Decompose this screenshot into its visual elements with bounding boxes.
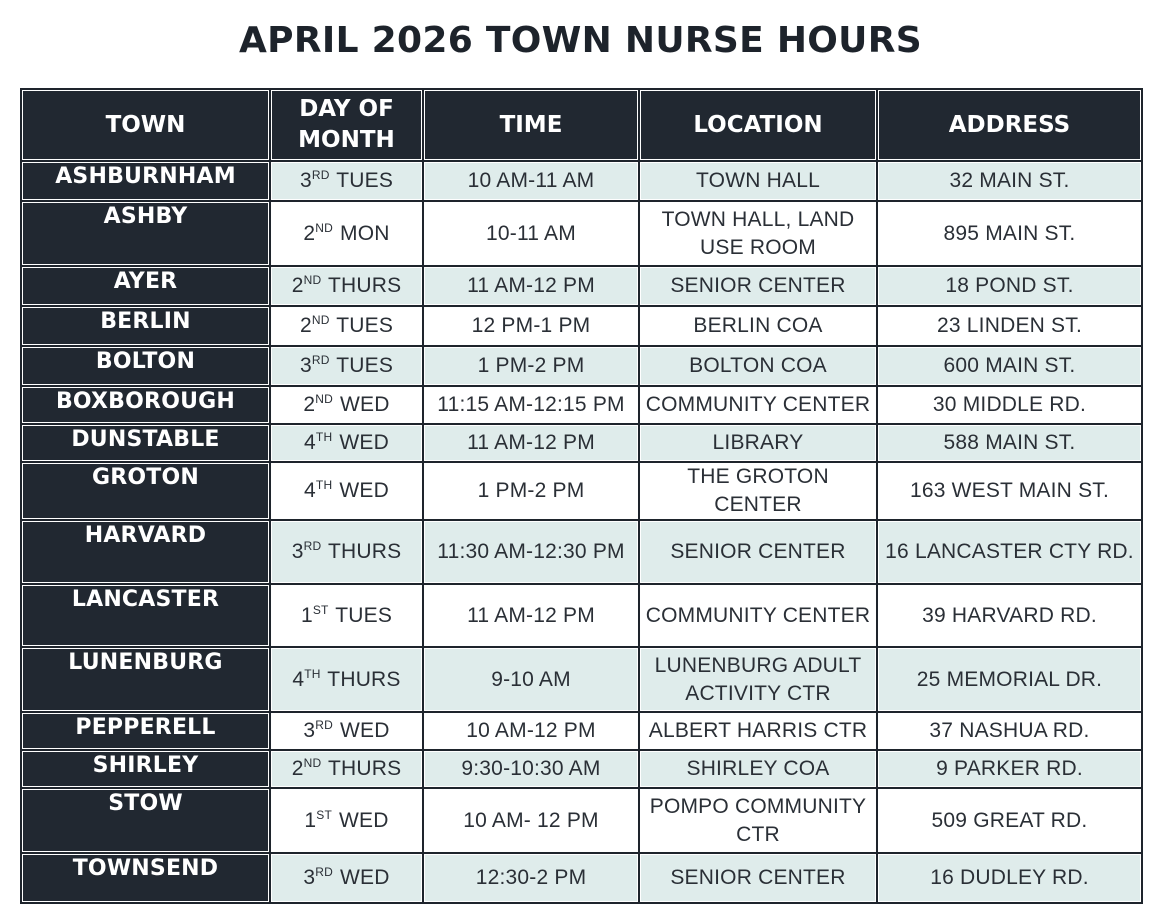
day-name: THURS <box>327 757 402 780</box>
day-name: WED <box>339 808 389 832</box>
location-cell <box>639 346 877 386</box>
day-number: 1 <box>300 603 313 627</box>
day-of-month-cell <box>270 647 423 712</box>
time-cell: 9-10 AM <box>423 647 639 712</box>
day-name: TUES <box>335 603 393 627</box>
town-cell: BOLTON <box>21 346 270 386</box>
day-ordinal-suffix: RD <box>315 865 333 879</box>
day-name: WED <box>339 479 389 502</box>
table-row <box>21 647 1142 712</box>
location-cell <box>639 424 877 462</box>
address-cell: 37 NASHUA RD. <box>877 712 1142 750</box>
table-row <box>21 346 1142 386</box>
table-row <box>21 386 1142 424</box>
day-of-month-cell <box>270 161 423 201</box>
table-header-row <box>21 89 1142 161</box>
town-cell: HARVARD <box>21 520 270 584</box>
table-row <box>21 462 1142 520</box>
town-cell: DUNSTABLE <box>21 424 270 462</box>
time-cell: 11:30 AM-12:30 PM <box>423 520 639 584</box>
day-number: 2 <box>303 393 316 416</box>
day-number: 1 <box>304 808 317 832</box>
address-cell: 895 MAIN ST. <box>877 201 1142 266</box>
time-cell: 10 AM-11 AM <box>423 161 639 201</box>
day-ordinal-suffix: ND <box>311 313 330 327</box>
day-of-month-cell <box>270 306 423 346</box>
time-cell: 9:30-10:30 AM <box>423 750 639 788</box>
location-cell <box>639 386 877 424</box>
location-line-1: POMPO COMMUNITY <box>649 794 867 818</box>
day-number: 2 <box>291 757 304 780</box>
day-of-month-cell <box>270 520 423 584</box>
day-ordinal-suffix: ST <box>312 602 329 617</box>
location-line-1: SENIOR CENTER <box>670 866 846 889</box>
location-line-1: BERLIN COA <box>693 314 823 337</box>
day-name: THURS <box>327 540 402 563</box>
location-line-1: LIBRARY <box>712 431 804 454</box>
day-of-month-cell <box>270 788 423 853</box>
location-line-2: CTR <box>736 822 780 846</box>
day-name: THURS <box>327 667 401 691</box>
town-cell: BOXBOROUGH <box>21 386 270 424</box>
table-row <box>21 712 1142 750</box>
day-of-month-cell <box>270 201 423 266</box>
location-line-2: ACTIVITY CTR <box>685 681 831 705</box>
town-cell: ASHBURNHAM <box>21 161 270 201</box>
location-line-1: ALBERT HARRIS CTR <box>648 719 868 742</box>
table-row <box>21 584 1142 647</box>
day-ordinal-suffix: RD <box>315 718 333 732</box>
day-name: TUES <box>336 169 394 192</box>
day-name: WED <box>340 866 390 889</box>
time-cell: 11:15 AM-12:15 PM <box>423 386 639 424</box>
town-cell: STOW <box>21 788 270 853</box>
day-name: WED <box>339 431 389 454</box>
day-number: 4 <box>292 667 305 691</box>
day-ordinal-suffix: ND <box>315 392 333 406</box>
day-ordinal-suffix: ST <box>316 807 332 822</box>
location-cell <box>639 462 877 520</box>
address-cell: 39 HARVARD RD. <box>877 584 1142 647</box>
table-row <box>21 520 1142 584</box>
time-cell: 10-11 AM <box>423 201 639 266</box>
time-cell: 1 PM-2 PM <box>423 346 639 386</box>
location-cell <box>639 647 877 712</box>
day-number: 3 <box>299 169 312 192</box>
day-number: 2 <box>299 314 312 337</box>
table-row <box>21 201 1142 266</box>
header-address: ADDRESS <box>877 89 1142 161</box>
time-cell: 11 AM-12 PM <box>423 424 639 462</box>
day-ordinal-suffix: ND <box>303 756 322 770</box>
location-line-1: SHIRLEY COA <box>686 757 830 780</box>
town-cell: ASHBY <box>21 201 270 266</box>
header-day-line-1: DAY OF <box>299 96 394 122</box>
address-cell: 18 POND ST. <box>877 266 1142 306</box>
town-cell: AYER <box>21 266 270 306</box>
day-ordinal-suffix: TH <box>315 478 333 492</box>
page-title: APRIL 2026 TOWN NURSE HOURS <box>239 20 922 61</box>
day-of-month-cell <box>270 386 423 424</box>
day-name: WED <box>340 719 390 742</box>
day-of-month-cell <box>270 750 423 788</box>
town-cell: LUNENBURG <box>21 647 270 712</box>
nurse-hours-table <box>20 88 1143 904</box>
location-cell <box>639 306 877 346</box>
location-cell <box>639 520 877 584</box>
table-row <box>21 750 1142 788</box>
address-cell: 30 MIDDLE RD. <box>877 386 1142 424</box>
town-cell: PEPPERELL <box>21 712 270 750</box>
day-ordinal-suffix: ND <box>303 273 322 287</box>
town-cell: SHIRLEY <box>21 750 270 788</box>
day-ordinal-suffix: TH <box>304 666 321 681</box>
day-ordinal-suffix: ND <box>315 220 333 235</box>
location-cell <box>639 266 877 306</box>
time-cell: 12 PM-1 PM <box>423 306 639 346</box>
location-cell <box>639 712 877 750</box>
time-cell: 12:30-2 PM <box>423 853 639 903</box>
address-cell: 23 LINDEN ST. <box>877 306 1142 346</box>
table-row <box>21 853 1142 903</box>
day-number: 3 <box>299 354 312 377</box>
day-number: 2 <box>303 221 316 245</box>
day-of-month-cell <box>270 462 423 520</box>
table-body <box>21 161 1142 903</box>
table-row <box>21 266 1142 306</box>
time-cell: 11 AM-12 PM <box>423 584 639 647</box>
address-cell: 16 DUDLEY RD. <box>877 853 1142 903</box>
address-cell: 588 MAIN ST. <box>877 424 1142 462</box>
day-ordinal-suffix: RD <box>311 168 330 182</box>
day-name: TUES <box>336 354 394 377</box>
header-day-of-month <box>270 89 423 161</box>
table-row <box>21 424 1142 462</box>
header-time: TIME <box>423 89 639 161</box>
location-cell <box>639 201 877 266</box>
address-cell: 509 GREAT RD. <box>877 788 1142 853</box>
address-cell: 25 MEMORIAL DR. <box>877 647 1142 712</box>
header-location: LOCATION <box>639 89 877 161</box>
location-line-1: TOWN HALL <box>696 169 820 192</box>
table-row <box>21 788 1142 853</box>
location-line-1: COMMUNITY CENTER <box>645 603 871 627</box>
header-day-line-2: MONTH <box>298 127 395 153</box>
town-cell: LANCASTER <box>21 584 270 647</box>
day-number: 2 <box>291 274 304 297</box>
day-ordinal-suffix: RD <box>303 539 322 553</box>
location-line-1: THE GROTON CENTER <box>687 465 829 516</box>
day-name: TUES <box>336 314 394 337</box>
table-row <box>21 306 1142 346</box>
location-cell <box>639 853 877 903</box>
day-of-month-cell <box>270 853 423 903</box>
day-of-month-cell <box>270 346 423 386</box>
day-of-month-cell <box>270 712 423 750</box>
day-name: WED <box>340 393 390 416</box>
day-ordinal-suffix: TH <box>315 430 333 444</box>
day-ordinal-suffix: RD <box>311 353 330 367</box>
address-cell: 600 MAIN ST. <box>877 346 1142 386</box>
location-line-1: TOWN HALL, LAND <box>661 207 855 231</box>
location-line-2: USE ROOM <box>700 235 816 259</box>
day-name: MON <box>340 221 390 245</box>
location-line-1: LUNENBURG ADULT <box>654 653 862 677</box>
location-cell <box>639 584 877 647</box>
location-cell <box>639 161 877 201</box>
day-number: 4 <box>304 479 316 502</box>
address-cell: 16 LANCASTER CTY RD. <box>877 520 1142 584</box>
location-line-1: SENIOR CENTER <box>670 540 846 563</box>
location-cell <box>639 788 877 853</box>
day-of-month-cell <box>270 424 423 462</box>
address-cell: 9 PARKER RD. <box>877 750 1142 788</box>
location-line-1: COMMUNITY CENTER <box>645 393 871 416</box>
time-cell: 10 AM- 12 PM <box>423 788 639 853</box>
day-number: 3 <box>303 719 316 742</box>
town-cell: GROTON <box>21 462 270 520</box>
day-number: 4 <box>304 431 316 454</box>
address-cell: 163 WEST MAIN ST. <box>877 462 1142 520</box>
address-cell: 32 MAIN ST. <box>877 161 1142 201</box>
town-cell: TOWNSEND <box>21 853 270 903</box>
time-cell: 10 AM-12 PM <box>423 712 639 750</box>
location-cell <box>639 750 877 788</box>
day-number: 3 <box>291 540 304 563</box>
table-row <box>21 161 1142 201</box>
time-cell: 1 PM-2 PM <box>423 462 639 520</box>
time-cell: 11 AM-12 PM <box>423 266 639 306</box>
location-line-1: BOLTON COA <box>689 354 827 377</box>
day-of-month-cell <box>270 266 423 306</box>
header-town: TOWN <box>21 89 270 161</box>
location-line-1: SENIOR CENTER <box>670 274 846 297</box>
day-name: THURS <box>327 274 402 297</box>
day-number: 3 <box>303 866 316 889</box>
town-cell: BERLIN <box>21 306 270 346</box>
day-of-month-cell <box>270 584 423 647</box>
